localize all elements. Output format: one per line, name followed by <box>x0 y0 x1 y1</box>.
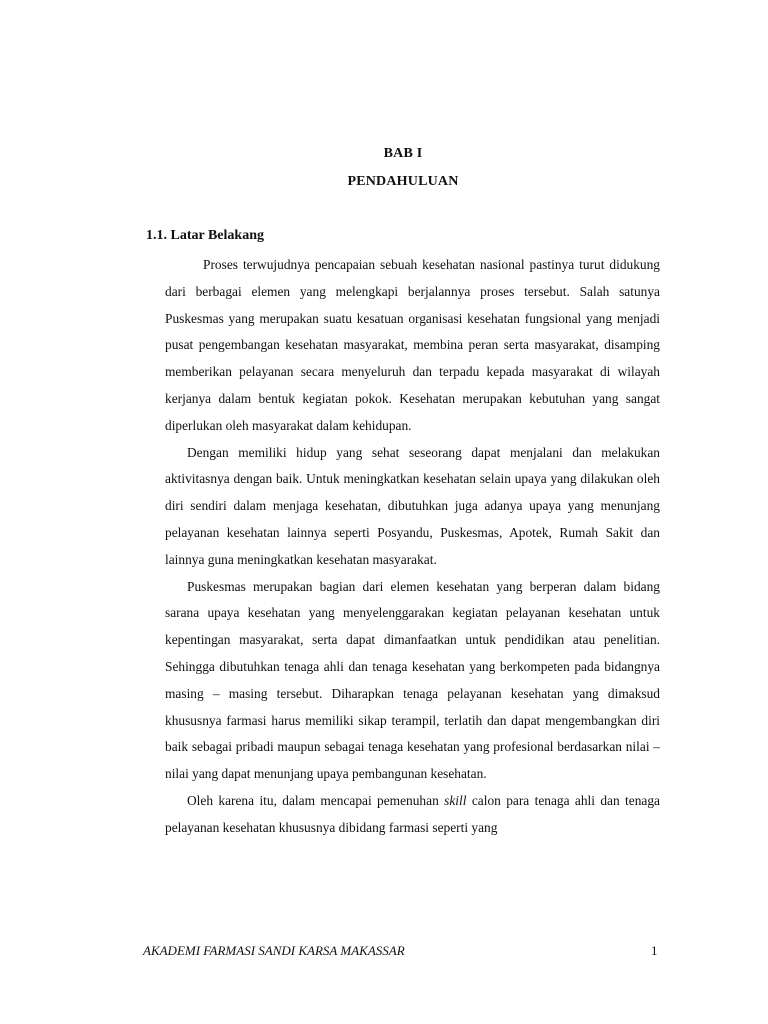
paragraph-4-text-end: calon para tenaga ahli dan tenaga pelayanan kesehatan khususnya dibidang farmasi seperti yang <box>165 792 660 835</box>
paragraph-2: Dengan memiliki hidup yang sehat seseorang dapat menjalani dan melakukan aktivitasnya dengan baik. Untuk meningkatkan kesehatan selain upaya yang dilakukan oleh diri sendiri dalam menjaga kesehatan, dibutuhkan juga adanya upaya yang menunjang pelayanan kesehatan lainnya seperti Posyandu, Puskesmas, Apotek, Rumah Sakit dan lainnya guna meningkatkan kesehatan masyarakat. <box>165 444 660 567</box>
section-body <box>165 252 660 842</box>
paragraph-3: Puskesmas merupakan bagian dari elemen kesehatan yang berperan dalam bidang sarana upaya kesehatan yang menyelenggarakan kegiatan pelayanan kesehatan untuk kepentingan masyarakat, serta dapat dimanfaatkan untuk pendidikan atau penelitian. Sehingga dibutuhkan tenaga ahli dan tenaga kesehatan yang berkompeten pada bidangnya masing – masing tersebut. Diharapkan tenaga pelayanan kesehatan yang dimaksud khususnya farmasi harus memiliki sikap terampil, terlatih dan dapat mengembangkan diri baik sebagai pribadi maupun sebagai tenaga kesehatan yang profesional berdasarkan nilai – nilai yang dapat menunjang upaya pembangunan kesehatan. <box>165 578 660 782</box>
paragraph-4 <box>165 788 660 842</box>
chapter-title: PENDAHULUAN <box>347 174 459 189</box>
chapter-number: BAB I <box>383 146 423 161</box>
paragraph-4-text-start: Oleh karena itu, dalam mencapai pemenuhan <box>187 792 445 808</box>
footer-institution: AKADEMI FARMASI SANDI KARSA MAKASSAR <box>143 943 405 958</box>
section-heading: 1.1. Latar Belakang <box>146 228 264 243</box>
emphasized-word: skill <box>444 792 467 808</box>
page-number: 1 <box>651 943 658 958</box>
paragraph-1: Proses terwujudnya pencapaian sebuah kesehatan nasional pastinya turut didukung dari berbagai elemen yang melengkapi berjalannya proses tersebut. Salah satunya Puskesmas yang merupakan suatu kesatuan organisasi kesehatan fungsional yang menjadi pusat pengembangan kesehatan masyarakat, membina peran serta masyarakat, disamping memberikan pelayanan secara menyeluruh dan terpadu kepada masyarakat di wilayah kerjanya dalam bentuk kegiatan pokok. Kesehatan merupakan kebutuhan yang sangat diperlukan oleh masyarakat dalam kehidupan. <box>165 257 660 433</box>
